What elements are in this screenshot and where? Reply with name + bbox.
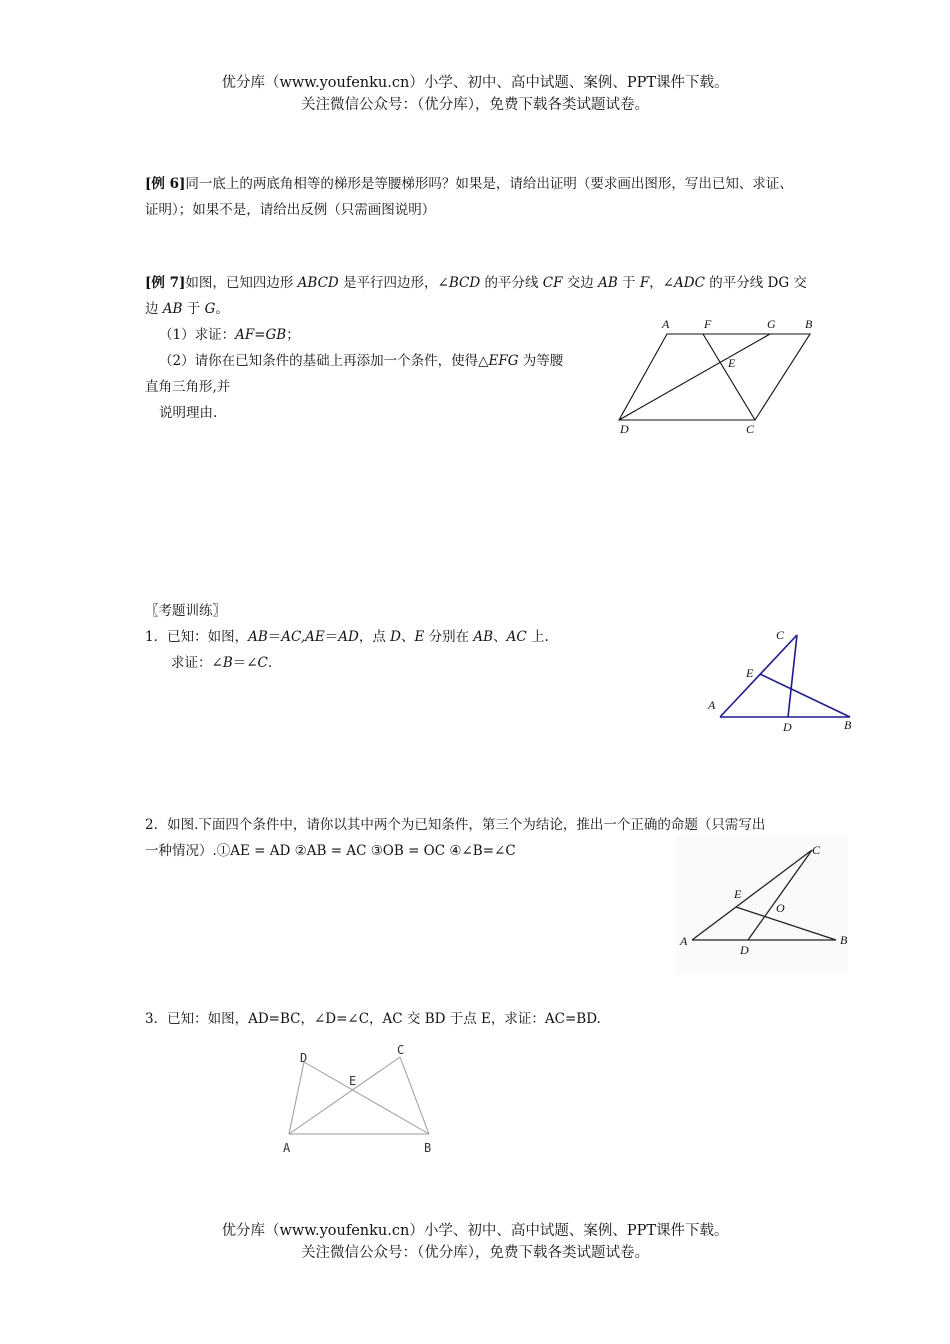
label-e: E bbox=[746, 666, 754, 680]
example-7-line-1: [例 7]如图，已知四边形 ABCD 是平行四边形，∠BCD 的平分线 CF 交边 AB 于 F，∠ADC 的平分线 DG 交 bbox=[145, 275, 807, 291]
problem-3-line-1: 3．已知：如图，AD=BC，∠D=∠C，AC 交 BD 于点 E，求证：AC=BD. bbox=[145, 1011, 601, 1027]
figure-background bbox=[676, 836, 848, 974]
example-7-question-1: （1）求证：AF=GB； bbox=[159, 327, 300, 343]
label-c: C bbox=[746, 422, 755, 436]
label-b: B bbox=[805, 317, 813, 331]
label-e: E bbox=[349, 1074, 357, 1088]
example-6-tag: [例 6] bbox=[145, 176, 186, 192]
label-d: D bbox=[783, 720, 792, 734]
parallelogram-figure bbox=[610, 312, 825, 437]
problem-3 bbox=[145, 1006, 815, 1032]
example-6-line-2: 证明）；如果不是，请给出反例（只需画图说明） bbox=[145, 202, 436, 218]
example-7-line-2: 边 AB 于 G。 bbox=[145, 301, 229, 317]
segment-bc bbox=[400, 1057, 429, 1134]
segment-ac bbox=[720, 635, 797, 717]
page-footer bbox=[0, 1220, 950, 1264]
footer-line-2: 关注微信公众号：（优分库），免费下载各类试题试卷。 bbox=[301, 1245, 649, 1261]
label-a: A bbox=[680, 934, 688, 948]
label-c: C bbox=[397, 1043, 405, 1057]
triangle-figure-2 bbox=[676, 836, 848, 974]
segment-bd bbox=[304, 1062, 429, 1134]
label-d: D bbox=[740, 943, 749, 957]
problem-2-line-2: 一种情况）.①AE = AD ②AB = AC ③OB = OC ④∠B=∠C bbox=[145, 843, 516, 859]
label-d: D bbox=[620, 422, 629, 436]
training-heading: 〖考题训练〗 bbox=[145, 603, 226, 619]
segment-ad bbox=[289, 1062, 304, 1134]
segment-ac bbox=[289, 1057, 400, 1134]
label-a: A bbox=[283, 1141, 291, 1155]
label-a: A bbox=[662, 317, 670, 331]
label-e: E bbox=[728, 356, 736, 370]
header-line-2: 关注微信公众号：（优分库），免费下载各类试题试卷。 bbox=[301, 97, 649, 113]
problem-1-line-1: 1．已知：如图，AB＝AC,AE＝AD，点 D、E 分别在 AB、AC 上. bbox=[145, 629, 549, 645]
label-d: D bbox=[300, 1051, 308, 1065]
label-b: B bbox=[844, 718, 852, 732]
problem-1-prove: 求证：∠B＝∠C. bbox=[171, 655, 273, 671]
segment-eb bbox=[760, 674, 850, 717]
problem-2-line-1: 2．如图.下面四个条件中，请你以其中两个为已知条件，第三个为结论，推出一个正确的命题（只需写出 bbox=[145, 817, 766, 833]
example-7-question-2-line-3: 说明理由. bbox=[159, 405, 218, 421]
example-7-question-2-line-2: 直角三角形,并 bbox=[145, 379, 231, 395]
example-6 bbox=[145, 171, 815, 223]
footer-line-1: 优分库（www.youfenku.cn）小学、初中、高中试题、案例、PPT课件下载。 bbox=[221, 1223, 729, 1239]
label-c: C bbox=[812, 843, 821, 857]
triangle-figure-1 bbox=[700, 622, 865, 737]
page-header bbox=[0, 72, 950, 116]
training-section bbox=[145, 598, 705, 676]
label-o: O bbox=[776, 901, 785, 915]
example-6-line-1: [例 6]同一底上的两底角相等的梯形是等腰梯形吗？如果是，请给出证明（要求画出图形，写出已知、求证、 bbox=[145, 176, 793, 192]
parallelogram-abcd bbox=[619, 334, 810, 420]
example-7-question-2: （2）请你在已知条件的基础上再添加一个条件，使得△EFG 为等腰 bbox=[159, 353, 564, 369]
label-b: B bbox=[424, 1141, 432, 1155]
header-line-1: 优分库（www.youfenku.cn）小学、初中、高中试题、案例、PPT课件下载。 bbox=[221, 75, 729, 91]
quadrilateral-figure-3 bbox=[276, 1038, 446, 1160]
label-c: C bbox=[776, 628, 785, 642]
label-a: A bbox=[708, 698, 716, 712]
label-g: G bbox=[767, 317, 776, 331]
segment-cd bbox=[788, 635, 797, 717]
label-b: B bbox=[840, 933, 848, 947]
label-e: E bbox=[734, 887, 742, 901]
example-7-tag: [例 7] bbox=[145, 275, 186, 291]
label-f: F bbox=[704, 317, 712, 331]
